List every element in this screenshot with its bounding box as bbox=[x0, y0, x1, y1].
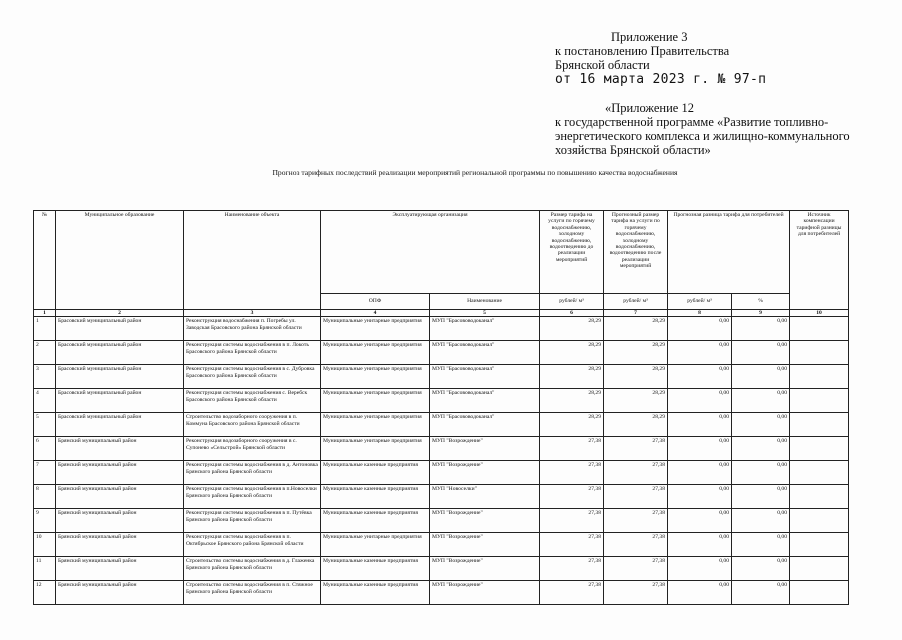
object-cell: Строительство водозаборного сооружения в п. Коммуна Брасовского района Брянской области bbox=[184, 413, 321, 437]
header-diff: Прогнозная разница тарифа для потребителей bbox=[668, 211, 790, 294]
organization-cell: МУП "Новоселки" bbox=[430, 485, 540, 509]
tariff-after-cell: 28,29 bbox=[604, 341, 668, 365]
program-name-line1: к государственной программе «Развитие топливно- bbox=[555, 115, 829, 129]
row-number: 1 bbox=[34, 317, 56, 341]
tariff-forecast-table bbox=[33, 210, 849, 605]
diff-pct-cell: 0,00 bbox=[732, 437, 790, 461]
tariff-before-cell: 28,29 bbox=[540, 317, 604, 341]
diff-rub-cell: 0,00 bbox=[668, 317, 732, 341]
table-row bbox=[34, 413, 849, 437]
municipality-cell: Брасовский муниципальный район bbox=[56, 341, 184, 365]
row-number: 11 bbox=[34, 557, 56, 581]
table-row bbox=[34, 509, 849, 533]
diff-pct-cell: 0,00 bbox=[732, 389, 790, 413]
source-cell bbox=[790, 485, 849, 509]
source-cell bbox=[790, 461, 849, 485]
source-cell bbox=[790, 557, 849, 581]
appendix-resolution-ref: к постановлению Правительства bbox=[555, 44, 730, 58]
tariff-before-cell: 27,38 bbox=[540, 533, 604, 557]
table-row bbox=[34, 389, 849, 413]
opf-cell: Муниципальные казенные предприятия bbox=[321, 557, 430, 581]
source-cell bbox=[790, 413, 849, 437]
source-cell bbox=[790, 437, 849, 461]
source-cell bbox=[790, 317, 849, 341]
row-number: 2 bbox=[34, 341, 56, 365]
diff-rub-cell: 0,00 bbox=[668, 365, 732, 389]
organization-cell: МУП "Возрождение" bbox=[430, 533, 540, 557]
organization-cell: МУП "Возрождение" bbox=[430, 437, 540, 461]
diff-pct-cell: 0,00 bbox=[732, 317, 790, 341]
tariff-after-cell: 28,29 bbox=[604, 413, 668, 437]
table-row bbox=[34, 461, 849, 485]
header-tariff-after: Прогнозный размер тарифа на услуги по горячему водоснабжению, холодному водоснабжению, водоотведению после реализации мероприятий bbox=[604, 211, 668, 294]
row-number: 8 bbox=[34, 485, 56, 509]
organization-cell: МУП "Возрождение" bbox=[430, 581, 540, 605]
object-cell: Реконструкция водоснабжения п. Погребы ул. Заводская Брасовского района Брянской области bbox=[184, 317, 321, 341]
row-number: 9 bbox=[34, 509, 56, 533]
program-appendix-number: «Приложение 12 bbox=[605, 101, 694, 115]
opf-cell: Муниципальные казенные предприятия bbox=[321, 485, 430, 509]
appendix-date-number: от 16 марта 2023 г. № 97-п bbox=[555, 72, 767, 87]
tariff-before-cell: 28,29 bbox=[540, 341, 604, 365]
organization-cell: МУП "Возрождение" bbox=[430, 461, 540, 485]
diff-pct-cell: 0,00 bbox=[732, 413, 790, 437]
tariff-before-cell: 27,38 bbox=[540, 485, 604, 509]
diff-pct-cell: 0,00 bbox=[732, 533, 790, 557]
diff-pct-cell: 0,00 bbox=[732, 485, 790, 509]
object-cell: Реконструкция системы водоснабжения в п. Локоть Брасовского района Брянской области bbox=[184, 341, 321, 365]
opf-cell: Муниципальные казенные предприятия bbox=[321, 509, 430, 533]
row-number: 7 bbox=[34, 461, 56, 485]
municipality-cell: Брянский муниципальный район bbox=[56, 485, 184, 509]
object-cell: Строительство системы водоснабжения в д. Глаженка Брянского района Брянской области bbox=[184, 557, 321, 581]
diff-rub-cell: 0,00 bbox=[668, 581, 732, 605]
column-number: 4 bbox=[321, 310, 430, 317]
tariff-after-cell: 27,38 bbox=[604, 437, 668, 461]
object-cell: Реконструкция системы водоснабжения в п. Октябрьское Брянского района Брянской области bbox=[184, 533, 321, 557]
row-number: 12 bbox=[34, 581, 56, 605]
organization-cell: МУП "Брасововодоканал" bbox=[430, 365, 540, 389]
column-numbers-row bbox=[34, 310, 849, 317]
diff-rub-cell: 0,00 bbox=[668, 461, 732, 485]
municipality-cell: Брянский муниципальный район bbox=[56, 461, 184, 485]
opf-cell: Муниципальные казенные предприятия bbox=[321, 581, 430, 605]
source-cell bbox=[790, 365, 849, 389]
column-number: 5 bbox=[430, 310, 540, 317]
tariff-after-cell: 27,38 bbox=[604, 581, 668, 605]
document-title: Прогноз тарифных последствий реализации мероприятий региональной программы по повышению качества водоснабжения bbox=[272, 168, 678, 177]
municipality-cell: Брянский муниципальный район bbox=[56, 509, 184, 533]
header-unit-before: рублей/ м³ bbox=[540, 294, 604, 310]
organization-cell: МУП "Возрождение" bbox=[430, 509, 540, 533]
column-number: 9 bbox=[732, 310, 790, 317]
diff-pct-cell: 0,00 bbox=[732, 509, 790, 533]
appendix-region: Брянской области bbox=[555, 58, 650, 72]
municipality-cell: Брянский муниципальный район bbox=[56, 557, 184, 581]
tariff-before-cell: 27,38 bbox=[540, 557, 604, 581]
header-unit-diff-rub: рублей/ м³ bbox=[668, 294, 732, 310]
tariff-before-cell: 27,38 bbox=[540, 581, 604, 605]
tariff-after-cell: 28,29 bbox=[604, 389, 668, 413]
opf-cell: Муниципальные унитарные предприятия bbox=[321, 365, 430, 389]
table-row bbox=[34, 365, 849, 389]
program-name-line3: хозяйства Брянской области» bbox=[555, 143, 711, 157]
municipality-cell: Брянский муниципальный район bbox=[56, 437, 184, 461]
diff-pct-cell: 0,00 bbox=[732, 557, 790, 581]
header-unit-diff-pct: % bbox=[732, 294, 790, 310]
object-cell: Реконструкция системы водоснабжения в п. Путёвка Брянского района Брянской области bbox=[184, 509, 321, 533]
opf-cell: Муниципальные унитарные предприятия bbox=[321, 437, 430, 461]
column-number: 1 bbox=[34, 310, 56, 317]
opf-cell: Муниципальные унитарные предприятия bbox=[321, 341, 430, 365]
diff-rub-cell: 0,00 bbox=[668, 485, 732, 509]
tariff-after-cell: 28,29 bbox=[604, 317, 668, 341]
appendix-header bbox=[555, 30, 885, 157]
opf-cell: Муниципальные унитарные предприятия bbox=[321, 533, 430, 557]
column-number: 8 bbox=[668, 310, 732, 317]
opf-cell: Муниципальные унитарные предприятия bbox=[321, 413, 430, 437]
header-source: Источник компенсации тарифной разницы для потребителей bbox=[790, 211, 849, 310]
municipality-cell: Брасовский муниципальный район bbox=[56, 413, 184, 437]
diff-rub-cell: 0,00 bbox=[668, 533, 732, 557]
municipality-cell: Брасовский муниципальный район bbox=[56, 317, 184, 341]
row-number: 5 bbox=[34, 413, 56, 437]
source-cell bbox=[790, 581, 849, 605]
diff-rub-cell: 0,00 bbox=[668, 437, 732, 461]
tariff-after-cell: 27,38 bbox=[604, 461, 668, 485]
tariff-before-cell: 28,29 bbox=[540, 389, 604, 413]
column-number: 3 bbox=[184, 310, 321, 317]
tariff-after-cell: 27,38 bbox=[604, 485, 668, 509]
opf-cell: Муниципальные унитарные предприятия bbox=[321, 317, 430, 341]
program-name-line2: энергетического комплекса и жилищно-коммунального bbox=[555, 129, 850, 143]
tariff-before-cell: 27,38 bbox=[540, 509, 604, 533]
source-cell bbox=[790, 509, 849, 533]
organization-cell: МУП "Брасововодоканал" bbox=[430, 341, 540, 365]
object-cell: Реконструкция системы водоснабжения в п.Новоселки Брянского района Брянской области bbox=[184, 485, 321, 509]
column-number: 2 bbox=[56, 310, 184, 317]
diff-rub-cell: 0,00 bbox=[668, 557, 732, 581]
header-tariff-before: Размер тарифа на услуги по горячему водоснабжению, холодному водоснабжению, водоотведению до реализации мероприятий bbox=[540, 211, 604, 294]
diff-pct-cell: 0,00 bbox=[732, 341, 790, 365]
diff-pct-cell: 0,00 bbox=[732, 461, 790, 485]
header-unit-after: рублей/ м³ bbox=[604, 294, 668, 310]
diff-pct-cell: 0,00 bbox=[732, 581, 790, 605]
header-operator: Эксплуатирующая организация bbox=[321, 211, 540, 294]
tariff-after-cell: 27,38 bbox=[604, 509, 668, 533]
table-row bbox=[34, 581, 849, 605]
object-cell: Строительство системы водоснабжения в п. Стяжное Брянского района Брянской области bbox=[184, 581, 321, 605]
tariff-before-cell: 28,29 bbox=[540, 365, 604, 389]
object-cell: Реконструкция системы водоснабжения в д. Антоновка Брянского района Брянской области bbox=[184, 461, 321, 485]
opf-cell: Муниципальные унитарные предприятия bbox=[321, 389, 430, 413]
organization-cell: МУП "Брасововодоканал" bbox=[430, 389, 540, 413]
header-municipality: Муниципальное образование bbox=[56, 211, 184, 310]
row-number: 4 bbox=[34, 389, 56, 413]
tariff-before-cell: 28,29 bbox=[540, 413, 604, 437]
source-cell bbox=[790, 533, 849, 557]
diff-pct-cell: 0,00 bbox=[732, 365, 790, 389]
table-row bbox=[34, 341, 849, 365]
table-row bbox=[34, 557, 849, 581]
column-number: 7 bbox=[604, 310, 668, 317]
object-cell: Реконструкция водозаборного сооружения в с. Супонево «Сельстрой» Брянской области bbox=[184, 437, 321, 461]
header-name: Наименование bbox=[430, 294, 540, 310]
table-row bbox=[34, 485, 849, 509]
municipality-cell: Брасовский муниципальный район bbox=[56, 365, 184, 389]
column-number: 10 bbox=[790, 310, 849, 317]
source-cell bbox=[790, 341, 849, 365]
tariff-before-cell: 27,38 bbox=[540, 437, 604, 461]
municipality-cell: Брянский муниципальный район bbox=[56, 533, 184, 557]
diff-rub-cell: 0,00 bbox=[668, 413, 732, 437]
municipality-cell: Брянский муниципальный район bbox=[56, 581, 184, 605]
tariff-after-cell: 27,38 bbox=[604, 533, 668, 557]
organization-cell: МУП "Брасововодоканал" bbox=[430, 317, 540, 341]
column-number: 6 bbox=[540, 310, 604, 317]
tariff-after-cell: 28,29 bbox=[604, 365, 668, 389]
organization-cell: МУП "Брасововодоканал" bbox=[430, 413, 540, 437]
diff-rub-cell: 0,00 bbox=[668, 509, 732, 533]
organization-cell: МУП "Возрождение" bbox=[430, 557, 540, 581]
table-body bbox=[34, 310, 849, 605]
row-number: 10 bbox=[34, 533, 56, 557]
header-object: Наименование объекта bbox=[184, 211, 321, 310]
diff-rub-cell: 0,00 bbox=[668, 341, 732, 365]
table-row bbox=[34, 437, 849, 461]
diff-rub-cell: 0,00 bbox=[668, 389, 732, 413]
tariff-before-cell: 27,38 bbox=[540, 461, 604, 485]
header-no: № bbox=[34, 211, 56, 310]
object-cell: Реконструкция системы водоснабжения в с. Дубровка Брасовского района Брянской области bbox=[184, 365, 321, 389]
table-row bbox=[34, 317, 849, 341]
row-number: 6 bbox=[34, 437, 56, 461]
header-opf: ОПФ bbox=[321, 294, 430, 310]
row-number: 3 bbox=[34, 365, 56, 389]
appendix-number: Приложение 3 bbox=[611, 30, 688, 44]
municipality-cell: Брасовский муниципальный район bbox=[56, 389, 184, 413]
opf-cell: Муниципальные казенные предприятия bbox=[321, 461, 430, 485]
tariff-after-cell: 27,38 bbox=[604, 557, 668, 581]
object-cell: Реконструкция системы водоснабжения с. Веребск Брасовского района Брянской области bbox=[184, 389, 321, 413]
source-cell bbox=[790, 389, 849, 413]
table-row bbox=[34, 533, 849, 557]
